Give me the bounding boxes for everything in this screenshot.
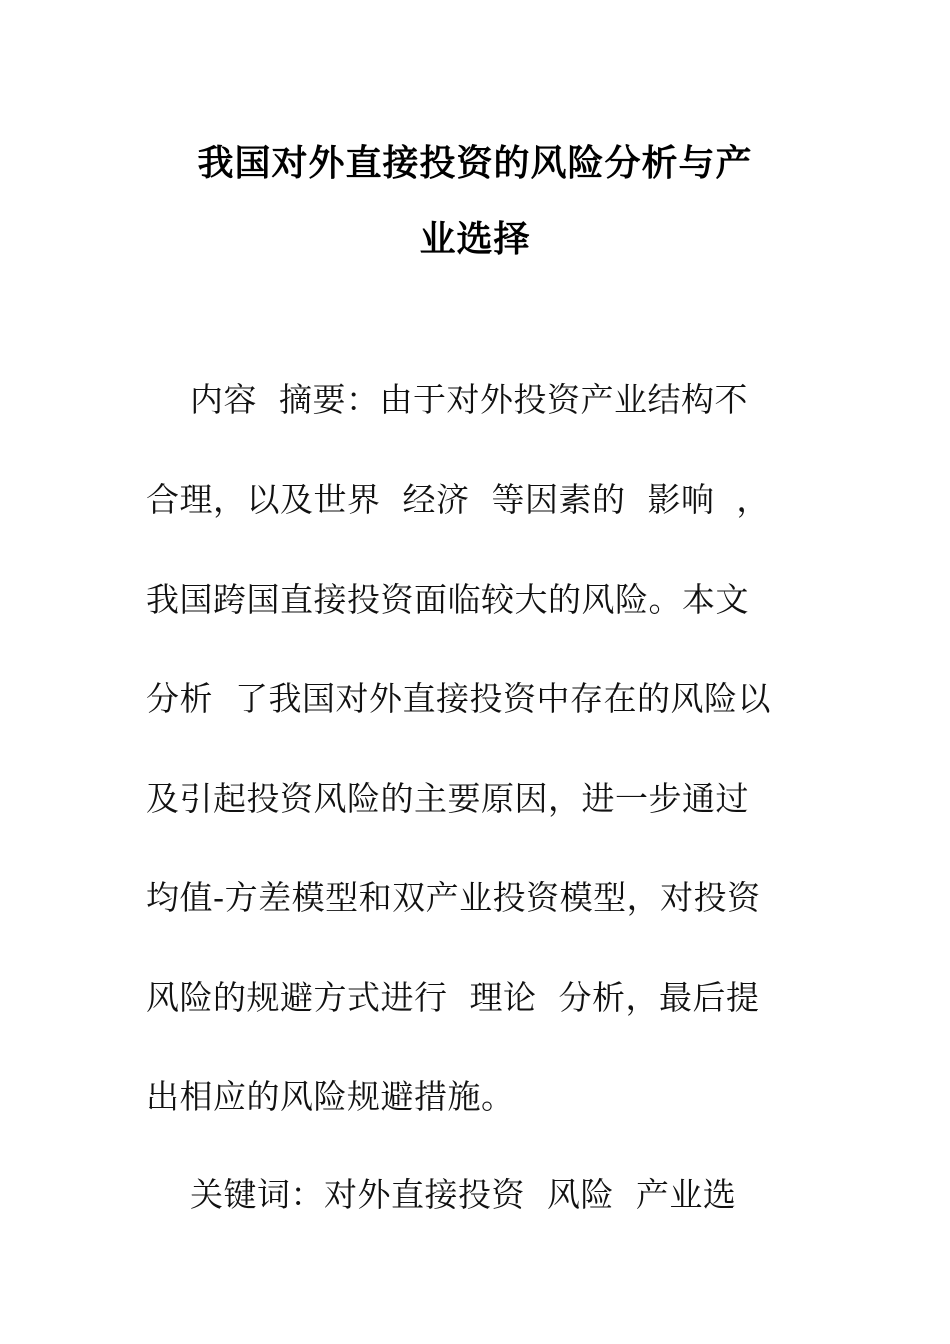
abstract-line-6: 均值-方差模型和双产业投资模型，对投资 (146, 878, 761, 917)
abstract-line-8: 出相应的风险规避措施。 (146, 1077, 515, 1116)
abstract-line-5: 及引起投资风险的主要原因，进一步通过 (146, 779, 749, 818)
title-line-2: 业选择 (419, 219, 531, 260)
abstract-line-3: 我国跨国直接投资面临较大的风险。本文 (146, 580, 749, 619)
title-line-1: 我国对外直接投资的风险分析与产 (197, 143, 753, 184)
abstract-line-7: 风险的规避方式进行 理论 分析，最后提 (146, 978, 760, 1017)
keywords-line: 关键词：对外直接投资 风险 产业选 (146, 1175, 737, 1214)
abstract-line-1: 内容 摘要：由于对外投资产业结构不 (146, 380, 748, 419)
abstract-line-2: 合理，以及世界 经济 等因素的 影响 ， (146, 480, 770, 519)
abstract-line-4: 分析 了我国对外直接投资中存在的风险以 (146, 679, 771, 718)
document-title (150, 126, 800, 278)
